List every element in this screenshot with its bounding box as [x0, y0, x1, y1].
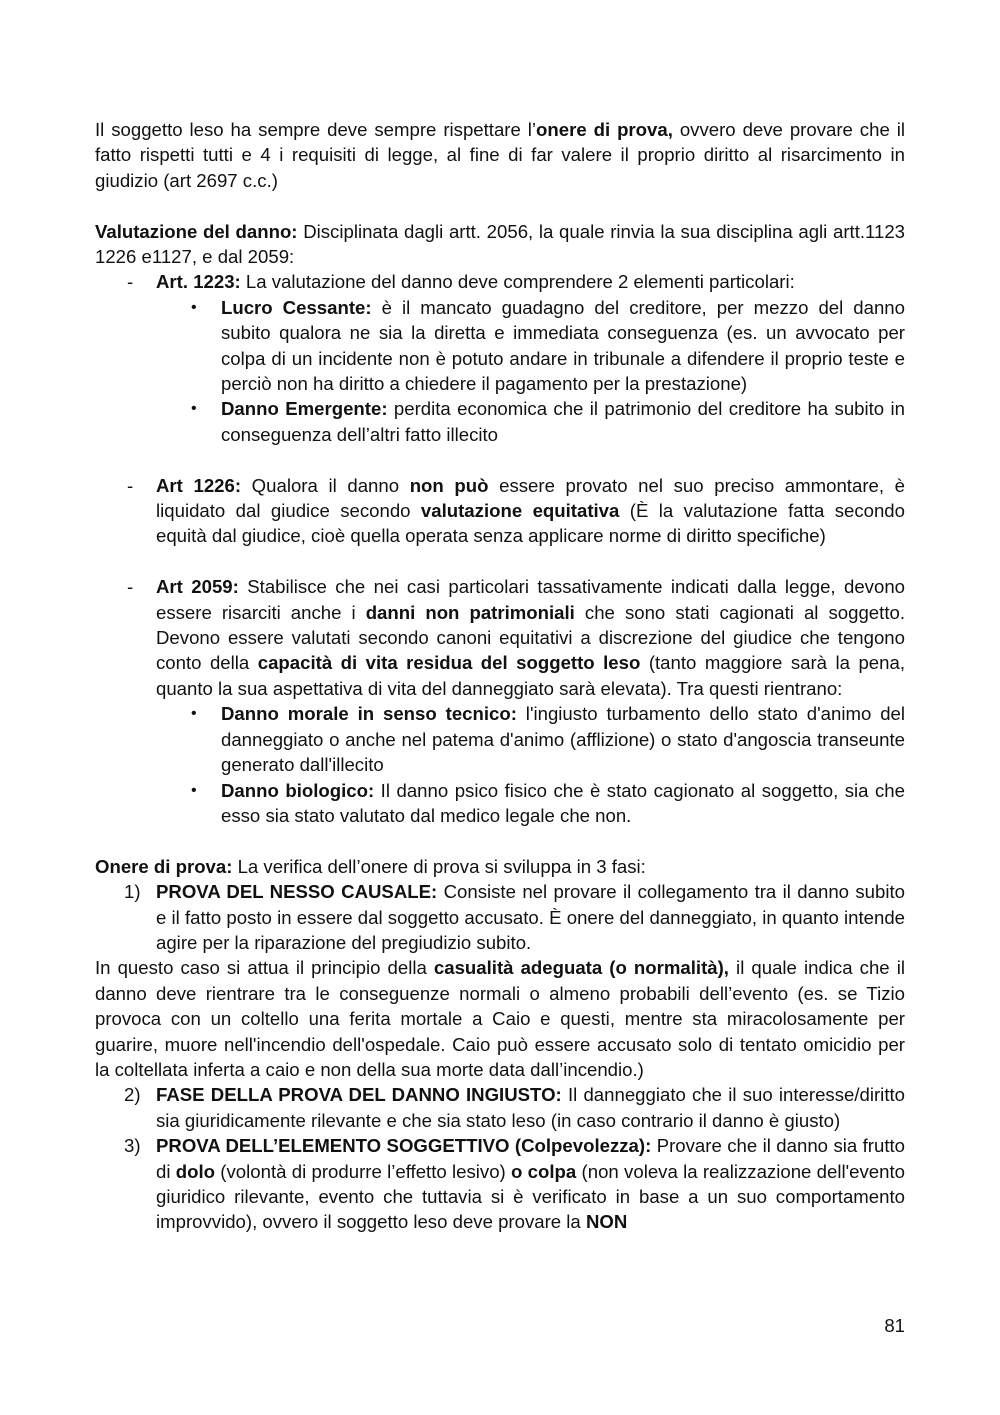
intro-paragraph [95, 117, 905, 193]
bullet-danno-emergente [95, 396, 905, 447]
text: ovvero deve provare che il fatto rispetti tutti e 4 i requisiti di legge, al fine di far valere il proprio diritto al risarcimento in giudizio (art 2697 c.c.) [95, 119, 905, 191]
text: (non voleva la realizzazione dell'evento giuridico rilevante, evento che tuttavia si è verificato in base a un suo comportamento improvvido), ovvero il soggetto leso deve provare la [156, 1160, 905, 1233]
text: La valutazione del danno deve comprendere 2 elementi particolari: [240, 271, 795, 293]
bold-text: valutazione equitativa [420, 500, 620, 522]
bold-text: FASE DELLA PROVA DEL DANNO INGIUSTO: [156, 1084, 562, 1106]
text: Qualora il danno [241, 474, 410, 496]
text: Provare che il danno sia frutto di [156, 1135, 905, 1182]
bold-text: Valutazione del danno: [95, 220, 298, 242]
bullet-danno-morale [95, 701, 905, 777]
bold-text: non può [409, 474, 489, 496]
number-marker: 3) [124, 1135, 141, 1157]
text: il quale indica che il danno deve rientrare tra le conseguenze normali o almeno probabili dell’evento (es. se Tizio provoca con un coltello una ferita mortale a Caio e questi, mentre sta miracolosamente per guarire, muore nell'incendio dell'ospedale. Caio può essere accusato solo di tentato omicidio per la coltellata inferta a caio e non della sua morte data dall’incendio.) [95, 957, 905, 1080]
bullet-marker: • [191, 400, 197, 418]
spacer [95, 549, 905, 574]
bullet-marker: • [191, 781, 197, 799]
valutazione-paragraph [95, 219, 905, 270]
text: Disciplinata dagli artt. 2056, la quale rinvia la sua disciplina agli artt.1123 1226 e1127, e dal 2059: [95, 220, 906, 268]
text: In questo caso si attua il principio della [95, 957, 434, 979]
number-marker: 1) [124, 881, 141, 903]
text: è il mancato guadagno del creditore, per mezzo del danno subito qualora ne sia la diretta e immediata conseguenza (es. un avvocato per colpa di un incidente non è potuto andare in tribunale a difendere il proprio teste e perciò non ha diritto a chiedere il pagamento per la prestazione) [221, 296, 905, 395]
dash-marker: - [127, 474, 134, 496]
bold-text: Danno Emergente: [221, 398, 388, 420]
numbered-item-1 [95, 879, 905, 955]
art-2059-item [95, 574, 905, 701]
bold-text: PROVA DEL NESSO CAUSALE: [156, 881, 438, 903]
spacer [95, 447, 905, 472]
numbered-item-2 [95, 1082, 905, 1133]
document-page [95, 117, 905, 1235]
bold-text: Danno biologico: [221, 779, 375, 801]
bold-text: capacità di vita residua del soggetto leso [257, 652, 641, 674]
bold-text: Art 1226: [156, 474, 242, 496]
text: l'ingiusto turbamento dello stato d'animo del danneggiato o anche nel patema d'animo (afflizione) o stato d'angoscia transeunte generato dall'illecito [221, 703, 906, 776]
bold-text: casualità adeguata (o normalità), [433, 957, 729, 979]
text: essere provato nel suo preciso ammontare, è liquidato dal giudice secondo [156, 474, 905, 522]
number-marker: 2) [124, 1084, 141, 1106]
numbered-item-3 [95, 1133, 905, 1235]
text: che sono stati cagionati al soggetto. Devono essere valutati secondo canoni equitativi a discrezione del giudice che tengono conto della [156, 601, 905, 674]
text: Il danneggiato che il suo interesse/diritto sia giuridicamente rilevante e che sia stato leso (in caso contrario il danno è giusto) [156, 1084, 905, 1131]
spacer [95, 193, 905, 218]
bold-text: PROVA DELL’ELEMENTO SOGGETTIVO (Colpevolezza): [156, 1135, 652, 1157]
bold-text: Onere di prova: [95, 855, 233, 877]
text: Il danno psico fisico che è stato cagionato al soggetto, sia che esso sia stato valutato dal medico legale che non. [221, 779, 905, 826]
bold-text: o colpa [511, 1160, 577, 1182]
bullet-lucro-cessante [95, 295, 905, 397]
art-1223-item [95, 269, 905, 294]
dash-marker: - [127, 576, 134, 598]
bullet-marker: • [191, 705, 197, 723]
text: Il soggetto leso ha sempre deve sempre rispettare l’ [95, 119, 537, 140]
text: Consiste nel provare il collegamento tra il danno subito e il fatto posto in essere dal soggetto accusato. È onere del danneggiato, in quanto intende agire per la riparazione del pregiudizio subito. [156, 881, 906, 953]
bold-text: Art. 1223: [156, 271, 241, 293]
text: La verifica dell’onere di prova si sviluppa in 3 fasi: [232, 855, 646, 877]
text: Stabilisce che nei casi particolari tassativamente indicati dalla legge, devono essere risarciti anche i [156, 576, 906, 623]
text: (È la valutazione fatta secondo equità dal giudice, cioè quella operata senza applicare norme di diritto specifiche) [156, 500, 905, 547]
bullet-danno-biologico [95, 778, 905, 829]
bold-text: Art 2059: [156, 576, 239, 598]
text: perdita economica che il patrimonio del creditore ha subito in conseguenza dell’altri fatto illecito [221, 398, 905, 445]
onere-paragraph [95, 854, 905, 879]
spacer [95, 828, 905, 853]
bold-text: dolo [175, 1160, 216, 1182]
bold-text: Danno morale in senso tecnico: [221, 703, 517, 725]
bullet-marker: • [191, 298, 197, 316]
bold-text: Lucro Cessante: [221, 296, 372, 318]
dash-marker: - [127, 271, 134, 293]
bold-text: NON [585, 1211, 628, 1233]
bold-text: onere di prova, [536, 119, 673, 140]
page-number: 81 [884, 1315, 905, 1336]
text: (tanto maggiore sarà la pena, quanto la sua aspettativa di vita del danneggiato sarà elevata). Tra questi rientrano: [156, 652, 905, 699]
text: (volontà di produrre l’effetto lesivo) [215, 1160, 512, 1182]
art-1226-item [95, 473, 905, 549]
casualita-paragraph [95, 955, 905, 1082]
bold-text: danni non patrimoniali [365, 601, 575, 623]
